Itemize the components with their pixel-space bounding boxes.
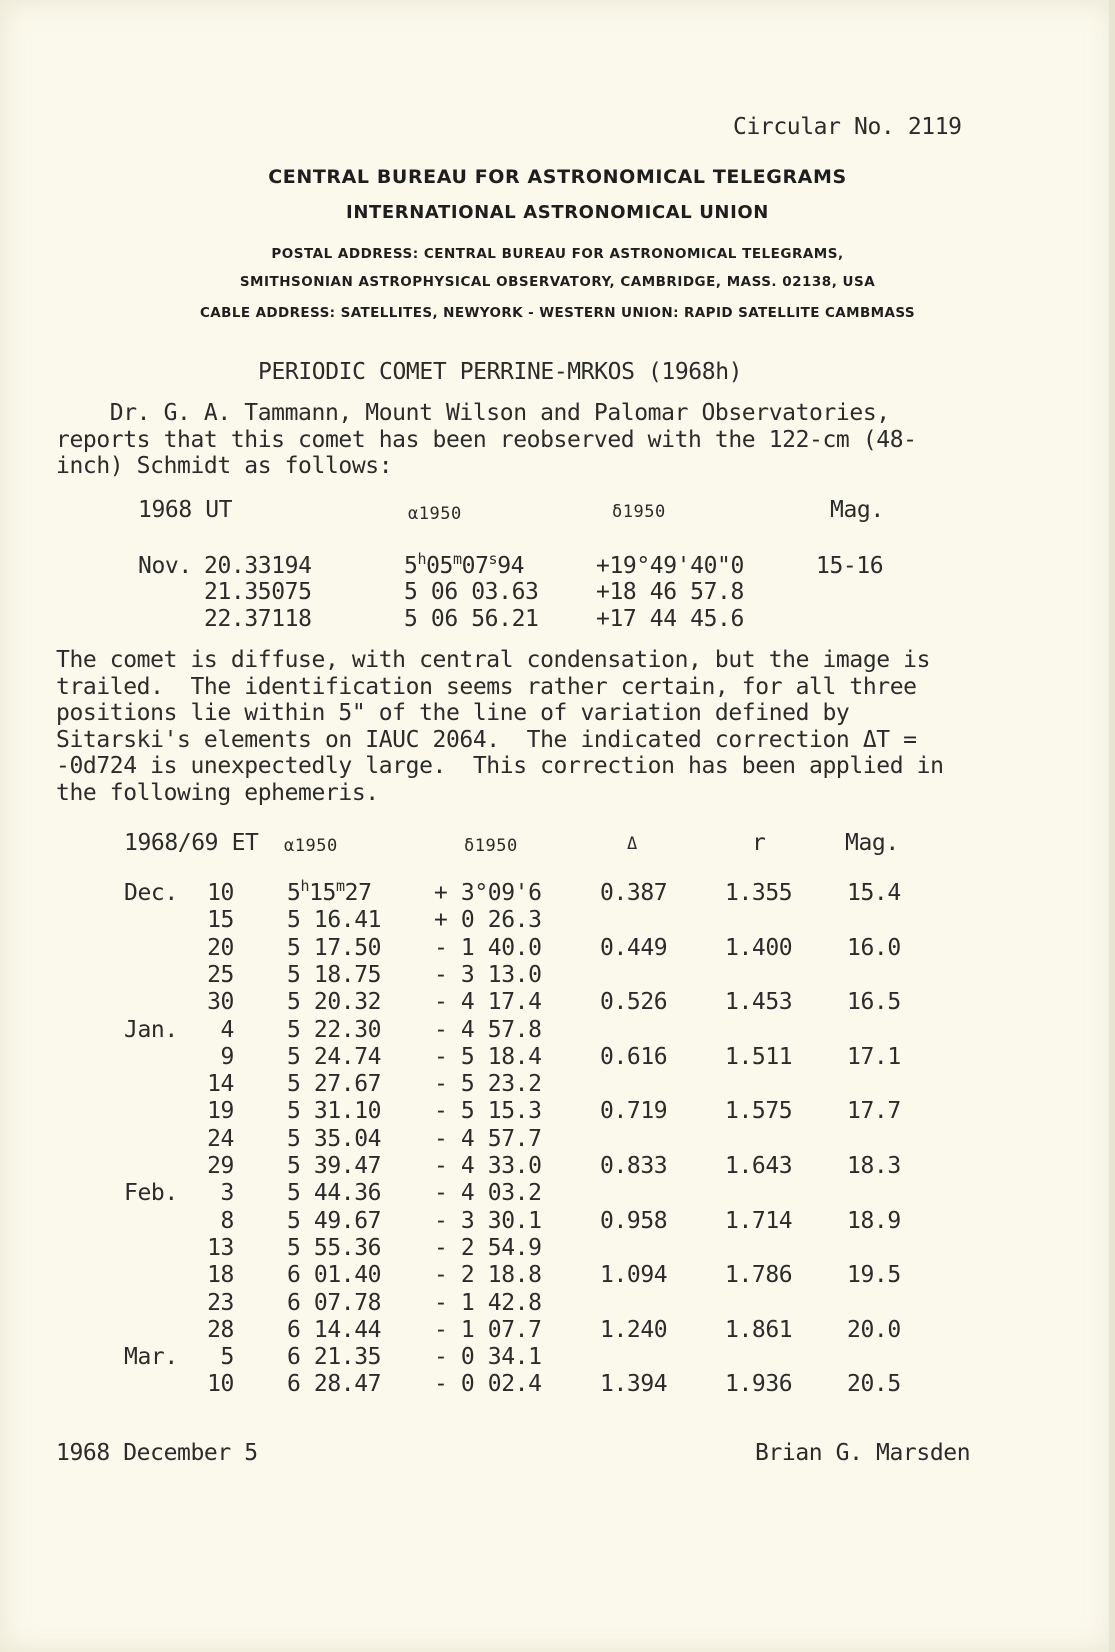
- eph-row-mag: 15.4: [847, 880, 901, 906]
- discussion-line: -0d724 is unexpectedly large. This correction has been applied in: [56, 753, 944, 779]
- obs-header-dec: δ1950: [612, 502, 666, 522]
- obs-row-day: 20.33194: [204, 553, 312, 579]
- eph-row-dec: - 4 03.2: [434, 1180, 542, 1207]
- eph-row-mag: 18.3: [847, 1153, 901, 1179]
- bureau-title: CENTRAL BUREAU FOR ASTRONOMICAL TELEGRAMS: [268, 166, 847, 188]
- eph-row-ra: 6 28.47: [287, 1371, 382, 1398]
- eph-row-day: 23: [207, 1289, 234, 1316]
- eph-row-r: 1.453: [725, 989, 793, 1016]
- eph-row-day: 14: [207, 1071, 234, 1098]
- eph-row-day: 8: [220, 1207, 234, 1234]
- eph-row-dec: - 4 57.8: [434, 1016, 542, 1043]
- eph-row-delta: 0.616: [600, 1043, 668, 1070]
- obs-header-mag: Mag.: [830, 497, 884, 523]
- eph-row-day: 3: [220, 1180, 234, 1207]
- eph-row-mag: 17.1: [847, 1043, 901, 1070]
- eph-row-r: 1.575: [725, 1098, 793, 1125]
- eph-header-ra: α1950: [284, 836, 338, 856]
- obs-row-month: Nov.: [138, 553, 192, 579]
- eph-row-month: Mar.: [124, 1344, 178, 1371]
- eph-row-ra: 5 44.36: [287, 1180, 382, 1207]
- eph-row-dec: - 5 15.3: [434, 1098, 542, 1125]
- obs-row-mag: 15-16: [816, 553, 884, 579]
- eph-row-delta: 0.833: [600, 1153, 668, 1179]
- eph-row-month: Dec.: [124, 880, 178, 906]
- eph-row-dec: + 0 26.3: [434, 907, 542, 934]
- eph-row-r: 1.400: [725, 934, 793, 961]
- eph-row-ra: 5 17.50: [287, 934, 382, 961]
- eph-row-ra: 5 35.04: [287, 1125, 382, 1152]
- eph-row-r: 1.643: [725, 1153, 793, 1179]
- obs-row-ra: 5 06 03.63: [404, 579, 539, 605]
- eph-row-ra: 5 22.30: [287, 1016, 382, 1043]
- issue-date: 1968 December 5: [56, 1440, 258, 1466]
- eph-row-r: 1.714: [725, 1207, 793, 1234]
- eph-row-delta: 0.449: [600, 934, 668, 961]
- intro-line: reports that this comet has been reobserved with the 122-cm (48-: [56, 426, 917, 453]
- eph-row-day: 29: [207, 1153, 234, 1179]
- eph-row-day: 20: [207, 934, 234, 961]
- cable-address: CABLE ADDRESS: SATELLITES, NEWYORK - WESTERN UNION: RAPID SATELLITE CAMBMASS: [200, 305, 915, 321]
- eph-row-day: 15: [207, 907, 234, 934]
- eph-row-day: 5: [220, 1344, 234, 1371]
- eph-header-r: r: [752, 830, 766, 856]
- eph-row-dec: - 4 57.7: [434, 1125, 542, 1152]
- obs-header-ra: α1950: [408, 504, 462, 524]
- eph-row-delta: 1.094: [600, 1262, 668, 1289]
- obs-row-day: 21.35075: [204, 579, 312, 605]
- eph-row-delta: 0.526: [600, 989, 668, 1016]
- signature: Brian G. Marsden: [755, 1440, 971, 1466]
- eph-row-dec: - 3 13.0: [434, 961, 542, 988]
- eph-row-day: 19: [207, 1098, 234, 1125]
- eph-row-delta: 0.719: [600, 1098, 668, 1125]
- eph-row-ra: 5$^h$15$^m$27: [287, 877, 372, 906]
- eph-row-mag: 20.0: [847, 1316, 901, 1343]
- eph-row-r: 1.936: [725, 1371, 793, 1398]
- eph-row-dec: - 1 42.8: [434, 1289, 542, 1316]
- intro-line: inch) Schmidt as follows:: [56, 453, 393, 479]
- obs-row-dec: +17 44 45.6: [596, 606, 744, 632]
- obs-row-dec: +19°49'40"0: [596, 553, 744, 579]
- eph-row-ra: 5 18.75: [287, 961, 382, 988]
- discussion-paragraph: [56, 647, 1056, 806]
- eph-header-date: 1968/69 ET: [124, 830, 259, 856]
- discussion-line: Sitarski's elements on IAUC 2064. The indicated correction ΔT =: [56, 726, 917, 753]
- eph-row-delta: 0.387: [600, 880, 668, 906]
- eph-row-dec: - 1 40.0: [434, 934, 542, 961]
- eph-header-mag: Mag.: [845, 830, 899, 856]
- eph-row-mag: 17.7: [847, 1098, 901, 1125]
- discussion-line: trailed. The identification seems rather certain, for all three: [56, 673, 917, 700]
- intro-paragraph: [56, 400, 1056, 480]
- eph-row-ra: 5 39.47: [287, 1153, 382, 1179]
- union-title: INTERNATIONAL ASTRONOMICAL UNION: [346, 202, 769, 223]
- circular-number: Circular No. 2119: [733, 114, 962, 140]
- eph-row-dec: - 0 02.4: [434, 1371, 542, 1398]
- eph-row-mag: 20.5: [847, 1371, 901, 1398]
- eph-row-day: 9: [220, 1043, 234, 1070]
- eph-row-ra: 5 20.32: [287, 989, 382, 1016]
- eph-row-day: 30: [207, 989, 234, 1016]
- eph-row-dec: - 4 33.0: [434, 1153, 542, 1179]
- eph-row-dec: - 0 34.1: [434, 1344, 542, 1371]
- eph-row-mag: 16.0: [847, 934, 901, 961]
- eph-row-dec: + 3°09'6: [434, 880, 542, 906]
- eph-row-r: 1.861: [725, 1316, 793, 1343]
- eph-row-dec: - 5 23.2: [434, 1071, 542, 1098]
- eph-row-dec: - 2 54.9: [434, 1234, 542, 1261]
- comet-title: PERIODIC COMET PERRINE-MRKOS (1968h): [258, 359, 743, 385]
- eph-row-ra: 6 01.40: [287, 1262, 382, 1289]
- eph-row-mag: 19.5: [847, 1262, 901, 1289]
- eph-row-r: 1.511: [725, 1043, 793, 1070]
- eph-header-dec: δ1950: [464, 836, 518, 856]
- eph-row-mag: 18.9: [847, 1207, 901, 1234]
- eph-row-ra: 6 21.35: [287, 1344, 382, 1371]
- eph-row-delta: 1.240: [600, 1316, 668, 1343]
- postal-address-line2: SMITHSONIAN ASTROPHYSICAL OBSERVATORY, CAMBRIDGE, MASS. 02138, USA: [239, 274, 876, 290]
- eph-row-dec: - 2 18.8: [434, 1262, 542, 1289]
- eph-row-ra: 5 49.67: [287, 1207, 382, 1234]
- eph-row-day: 24: [207, 1125, 234, 1152]
- eph-row-ra: 5 55.36: [287, 1234, 382, 1261]
- eph-row-day: 18: [207, 1262, 234, 1289]
- intro-line: Dr. G. A. Tammann, Mount Wilson and Palomar Observatories,: [56, 400, 890, 426]
- eph-row-day: 13: [207, 1234, 234, 1261]
- eph-row-month: Jan.: [124, 1016, 178, 1043]
- eph-row-delta: 1.394: [600, 1371, 668, 1398]
- eph-row-dec: - 3 30.1: [434, 1207, 542, 1234]
- obs-row-dec: +18 46 57.8: [596, 579, 744, 605]
- eph-row-mag: 16.5: [847, 989, 901, 1016]
- discussion-line: The comet is diffuse, with central condensation, but the image is: [56, 647, 931, 673]
- eph-row-day: 10: [207, 1371, 234, 1398]
- eph-row-dec: - 1 07.7: [434, 1316, 542, 1343]
- eph-row-delta: 0.958: [600, 1207, 668, 1234]
- eph-row-ra: 5 24.74: [287, 1043, 382, 1070]
- eph-row-month: Feb.: [124, 1180, 178, 1207]
- eph-row-day: 25: [207, 961, 234, 988]
- obs-header-date: 1968 UT: [138, 497, 233, 523]
- eph-row-r: 1.355: [725, 880, 793, 906]
- eph-row-day: 10: [207, 880, 234, 906]
- obs-row-ra: 5 06 56.21: [404, 606, 539, 632]
- eph-row-day: 28: [207, 1316, 234, 1343]
- eph-row-dec: - 5 18.4: [434, 1043, 542, 1070]
- obs-row-day: 22.37118: [204, 606, 312, 632]
- eph-row-ra: 6 07.78: [287, 1289, 382, 1316]
- eph-row-dec: - 4 17.4: [434, 989, 542, 1016]
- discussion-line: the following ephemeris.: [56, 779, 379, 806]
- eph-header-delta: Δ: [627, 834, 638, 854]
- obs-row-ra: 5$^h$05$^m$07$^s$94: [404, 550, 525, 579]
- eph-row-ra: 5 31.10: [287, 1098, 382, 1125]
- eph-row-ra: 6 14.44: [287, 1316, 382, 1343]
- eph-row-day: 4: [220, 1016, 234, 1043]
- postal-address-line1: POSTAL ADDRESS: CENTRAL BUREAU FOR ASTRONOMICAL TELEGRAMS,: [271, 246, 844, 262]
- discussion-line: positions lie within 5" of the line of variation defined by: [56, 700, 850, 726]
- eph-row-ra: 5 16.41: [287, 907, 382, 934]
- eph-row-ra: 5 27.67: [287, 1071, 382, 1098]
- eph-row-r: 1.786: [725, 1262, 793, 1289]
